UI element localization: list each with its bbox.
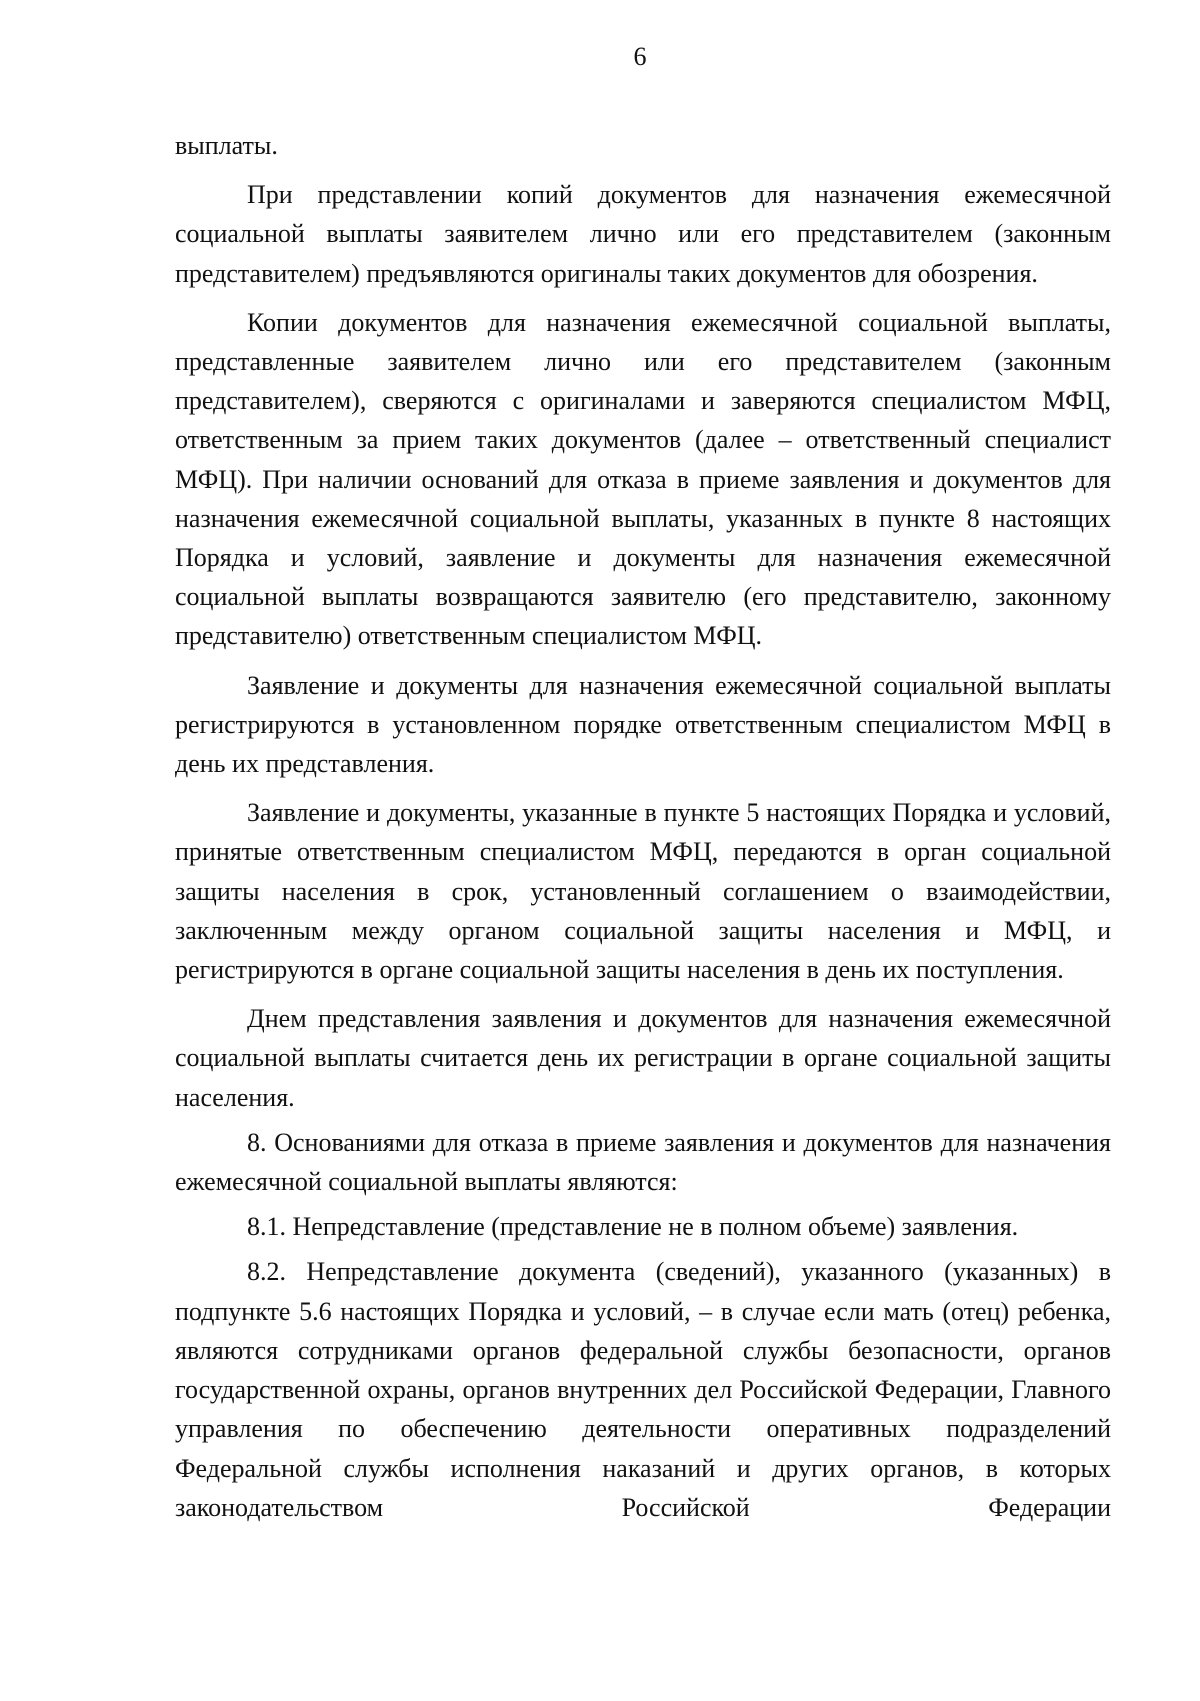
- paragraph-copies-originals: При представлении копий документов для назначения ежемесячной социальной выплаты заявителем лично или его представителем (законным представителем) предъявляются оригиналы таких документов для обозрения.: [175, 180, 1111, 288]
- paragraph-registration-mfc: Заявление и документы для назначения ежемесячной социальной выплаты регистрируются в установленном порядке ответственным специалистом МФЦ в день их представления.: [175, 670, 1111, 779]
- clause-8-heading: 8. Основаниями для отказа в приеме заявления и документов для назначения ежемесячной социальной выплаты являются:: [175, 1127, 1111, 1197]
- document-body: [175, 126, 1111, 1527]
- paragraph-continuation: выплаты.: [175, 131, 278, 160]
- paragraph-transfer-to-authority: Заявление и документы, указанные в пункте 5 настоящих Порядка и условий, принятые ответственным специалистом МФЦ, передаются в орган социальной защиты населения в срок, установленный соглашением о взаимодействии, заключенным между органом социальной защиты населения и МФЦ, и регистрируются в органе социальной защиты населения в день их поступления.: [175, 798, 1111, 985]
- clause-8-1: 8.1. Непредставление (представление не в полном объеме) заявления.: [247, 1212, 1019, 1242]
- paragraph-submission-date: Днем представления заявления и документов для назначения ежемесячной социальной выплаты считается день их регистрации в органе социальной защиты населения.: [175, 1004, 1111, 1112]
- page-number: 6: [633, 42, 647, 71]
- paragraph-copies-verification: Копии документов для назначения ежемесячной социальной выплаты, представленные заявителем лично или его представителем (законным представителем), сверяются с оригиналами и заверяются специалистом МФЦ, ответственным за прием таких документов (далее – ответственный специалист МФЦ). При наличии оснований для отказа в приеме заявления и документов для назначения ежемесячной социальной выплаты, указанных в пункте 8 настоящих Порядка и условий, заявление и документы для назначения ежемесячной социальной выплаты возвращаются заявителю (его представителю, законному представителю) ответственным специалистом МФЦ.: [175, 307, 1111, 651]
- clause-8-2: 8.2. Непредставление документа (сведений), указанного (указанных) в подпункте 5.6 настоящих Порядка и условий, – в случае если мать (отец) ребенка, являются сотрудниками органов федеральной службы безопасности, органов государственной охраны, органов внутренних дел Российской Федерации, Главного управления по обеспечению деятельности оперативных подразделений Федеральной службы исполнения наказаний и других органов, в которых законодательством Российской Федерации: [175, 1257, 1111, 1522]
